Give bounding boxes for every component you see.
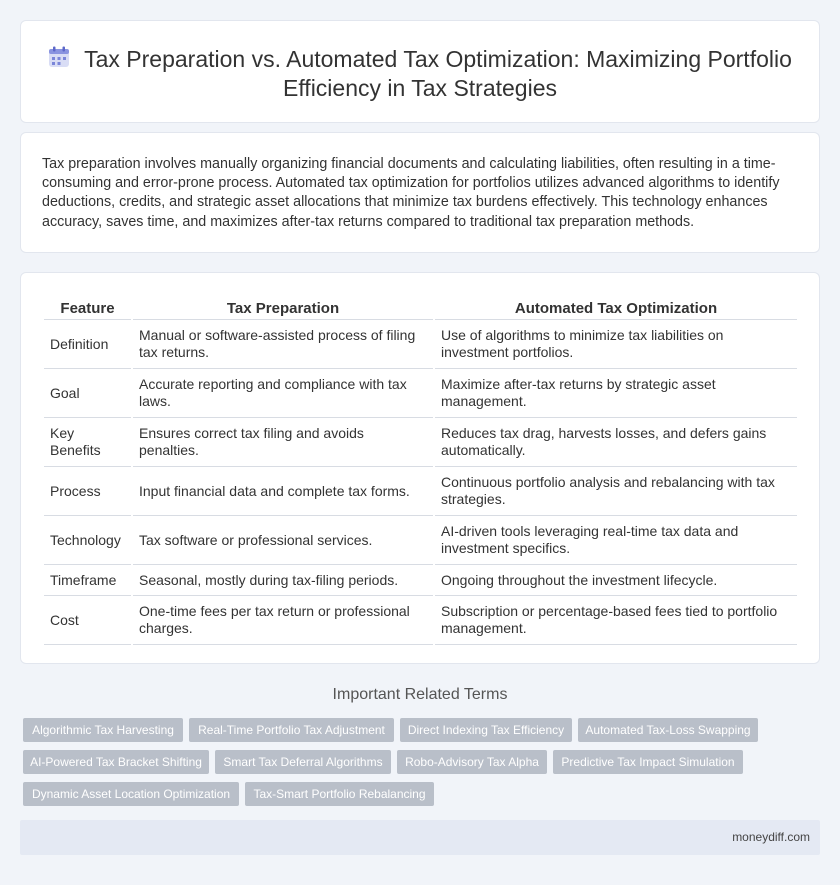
- row-feature: Definition: [44, 320, 131, 369]
- row-automated-optimization: Ongoing throughout the investment lifecycle.: [435, 565, 797, 596]
- row-feature: Goal: [44, 369, 131, 418]
- related-terms-title: Important Related Terms: [332, 686, 508, 703]
- table-header-row: [44, 293, 797, 320]
- related-term-tag[interactable]: Automated Tax-Loss Swapping: [578, 718, 758, 742]
- row-feature: Timeframe: [44, 565, 131, 596]
- header-automated-tax-optimization: Automated Tax Optimization: [435, 293, 797, 320]
- row-tax-preparation: Ensures correct tax filing and avoids penalties.: [133, 418, 433, 467]
- table-row: [44, 369, 797, 418]
- header-feature: Feature: [44, 293, 131, 320]
- row-feature: Technology: [44, 516, 131, 565]
- row-automated-optimization: Use of algorithms to minimize tax liabilities on investment portfolios.: [435, 320, 797, 369]
- title-card: [20, 20, 820, 123]
- table-row: [44, 467, 797, 516]
- row-automated-optimization: Maximize after-tax returns by strategic asset management.: [435, 369, 797, 418]
- table-row: [44, 320, 797, 369]
- comparison-card: [20, 272, 820, 664]
- row-feature: Cost: [44, 596, 131, 645]
- row-automated-optimization: Reduces tax drag, harvests losses, and defers gains automatically.: [435, 418, 797, 467]
- page-title-text: Tax Preparation vs. Automated Tax Optimization: Maximizing Portfolio Efficiency in Tax Strategies: [84, 46, 792, 101]
- row-feature: Key Benefits: [44, 418, 131, 467]
- table-row: [44, 596, 797, 645]
- row-automated-optimization: Subscription or percentage-based fees tied to portfolio management.: [435, 596, 797, 645]
- row-feature: Process: [44, 467, 131, 516]
- row-automated-optimization: Continuous portfolio analysis and rebalancing with tax strategies.: [435, 467, 797, 516]
- row-automated-optimization: AI-driven tools leveraging real-time tax data and investment specifics.: [435, 516, 797, 565]
- footer-site-name[interactable]: moneydiff.com: [732, 830, 810, 844]
- related-term-tag[interactable]: Direct Indexing Tax Efficiency: [400, 718, 572, 742]
- related-term-tag[interactable]: Algorithmic Tax Harvesting: [23, 718, 183, 742]
- footer-bar: [20, 820, 820, 855]
- related-term-tag[interactable]: Tax-Smart Portfolio Rebalancing: [245, 782, 434, 806]
- related-term-tag[interactable]: Smart Tax Deferral Algorithms: [215, 750, 391, 774]
- related-term-tag[interactable]: AI-Powered Tax Bracket Shifting: [23, 750, 209, 774]
- intro-card: [20, 132, 820, 253]
- row-tax-preparation: Input financial data and complete tax forms.: [133, 467, 433, 516]
- table-row: [44, 565, 797, 596]
- table-row: [44, 418, 797, 467]
- row-tax-preparation: One-time fees per tax return or professional charges.: [133, 596, 433, 645]
- page-title: [21, 45, 819, 103]
- related-term-tag[interactable]: Robo-Advisory Tax Alpha: [397, 750, 547, 774]
- row-tax-preparation: Tax software or professional services.: [133, 516, 433, 565]
- intro-paragraph: Tax preparation involves manually organizing financial documents and calculating liabilities, often resulting in a time-consuming and error-prone process. Automated tax optimization for portfolios utilizes advanced algorithms to identify deductions, credits, and strategic asset allocations that minimize tax burdens effectively. This technology enhances accuracy, saves time, and maximizes after-tax returns compared to traditional tax preparation methods.: [42, 156, 780, 230]
- table-row: [44, 516, 797, 565]
- header-tax-preparation: Tax Preparation: [133, 293, 433, 320]
- comparison-table: [42, 293, 799, 645]
- row-tax-preparation: Accurate reporting and compliance with tax laws.: [133, 369, 433, 418]
- related-term-tag[interactable]: Dynamic Asset Location Optimization: [23, 782, 239, 806]
- calendar-icon: [48, 46, 70, 68]
- row-tax-preparation: Seasonal, mostly during tax-filing periods.: [133, 565, 433, 596]
- row-tax-preparation: Manual or software-assisted process of filing tax returns.: [133, 320, 433, 369]
- related-term-tag[interactable]: Real-Time Portfolio Tax Adjustment: [189, 718, 394, 742]
- related-term-tag[interactable]: Predictive Tax Impact Simulation: [553, 750, 743, 774]
